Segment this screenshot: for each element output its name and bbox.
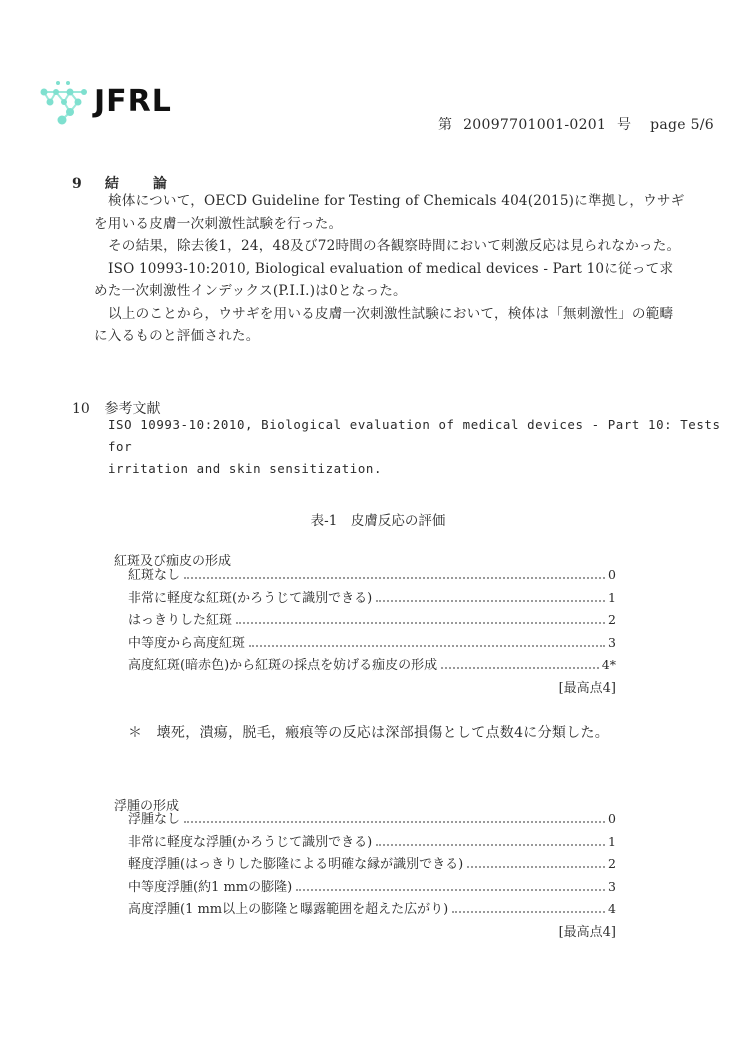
score-row: [128, 654, 616, 677]
erythema-heading: 紅斑及び痂皮の形成: [114, 554, 232, 569]
row-label: 紅斑なし: [128, 568, 181, 583]
table-title: 表-1 皮膚反応の評価: [310, 513, 446, 529]
leader-dots: [236, 622, 605, 624]
row-score: 2: [608, 612, 616, 627]
doc-prefix: 第: [438, 117, 453, 133]
row-label: 非常に軽度な紅斑(かろうじて識別できる): [128, 590, 373, 606]
para-line: に入るものと評価された。: [94, 328, 260, 344]
score-row: [128, 853, 616, 876]
row-score: 2: [608, 856, 616, 871]
max-score-note: [最高点4]: [558, 924, 616, 940]
score-row: [128, 564, 616, 587]
reference-line: irritation and skin sensitization.: [108, 461, 383, 476]
row-score: 4: [608, 901, 616, 916]
leader-dots: [184, 821, 605, 823]
page-indicator: page 5/6: [650, 117, 714, 133]
row-label: 浮腫なし: [128, 812, 181, 827]
row-score: 1: [608, 589, 616, 605]
reference-line: ISO 10993-10:2010, Biological evaluation of medical devices - Part 10: Tests for: [108, 417, 721, 454]
score-row: [128, 632, 616, 655]
para-line: ISO 10993-10:2010, Biological evaluation of medical devices - Part 10に従って求: [108, 260, 674, 277]
row-label: 中等度浮腫(約1 mmの膨隆): [128, 879, 293, 895]
score-row: [128, 831, 616, 854]
section-number: 10: [72, 401, 90, 417]
doc-suffix: 号: [616, 117, 632, 133]
erythema-list: [128, 564, 616, 696]
row-score: 3: [608, 878, 616, 894]
leader-dots: [296, 889, 605, 891]
doc-number-value: 20097701001-0201: [463, 117, 607, 133]
leader-dots: [467, 866, 605, 868]
leader-dots: [376, 844, 605, 846]
section-title: 参考文献: [104, 401, 161, 417]
para-line: 検体について，OECD Guideline for Testing of Chemicals 404(2015)に準拠し，ウサギ: [108, 193, 685, 209]
molecule-icon: [36, 78, 96, 128]
row-score: 0: [608, 567, 616, 582]
max-score-note: [最高点4]: [558, 680, 616, 696]
row-score: 1: [608, 833, 616, 849]
references-body: [108, 414, 736, 480]
score-row: [128, 808, 616, 831]
section-title: 結 論: [104, 176, 169, 192]
para-line: めた一次刺激性インデックス(P.I.I.)は0となった。: [94, 283, 407, 299]
leader-dots: [452, 911, 605, 913]
leader-dots: [441, 667, 599, 669]
jfrl-logo: [36, 78, 186, 128]
score-row: [128, 898, 616, 921]
row-label: はっきりした紅斑: [128, 613, 233, 628]
score-row: [128, 609, 616, 632]
logo-text: JFRL: [94, 84, 172, 119]
footnote: ＊ 壊死，潰瘍，脱毛，瘢痕等の反応は深部損傷として点数4に分類した。: [128, 725, 610, 741]
row-label: 軽度浮腫(はっきりした膨隆による明確な縁が識別できる): [128, 857, 464, 872]
row-label: 高度浮腫(1 mm以上の膨隆と曝露範囲を超えた広がり): [128, 902, 449, 917]
document-number: [438, 114, 720, 134]
leader-dots: [249, 645, 605, 647]
row-score: 3: [608, 634, 616, 650]
row-score: 4*: [601, 657, 616, 672]
section-number: 9: [72, 176, 82, 192]
leader-dots: [376, 600, 605, 602]
row-label: 中等度から高度紅斑: [128, 635, 246, 651]
edema-list: [128, 808, 616, 940]
row-score: 0: [608, 811, 616, 826]
leader-dots: [184, 577, 605, 579]
row-label: 非常に軽度な浮腫(かろうじて識別できる): [128, 834, 373, 850]
score-row: [128, 587, 616, 610]
para-line: 以上のことから，ウサギを用いる皮膚一次刺激性試験において，検体は「無刺激性」の範疇: [108, 305, 674, 322]
row-label: 高度紅斑(暗赤色)から紅斑の採点を妨げる痂皮の形成: [128, 658, 438, 673]
para-line: その結果，除去後1，24，48及び72時間の各観察時間において刺激反応は見られなかった。: [108, 238, 681, 254]
edema-heading: 浮腫の形成: [114, 799, 180, 814]
para-line: を用いる皮膚一次刺激性試験を行った。: [94, 215, 343, 232]
score-row: [128, 876, 616, 899]
conclusion-body: [94, 190, 694, 348]
